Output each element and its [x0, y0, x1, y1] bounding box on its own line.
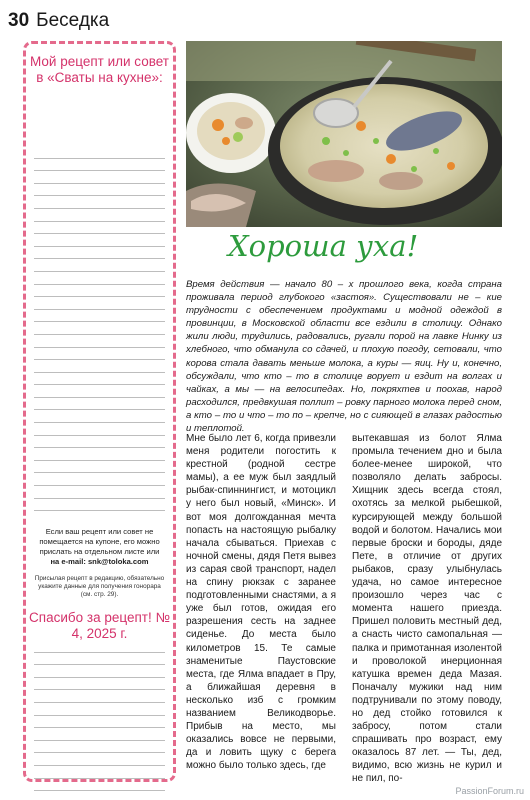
writing-line — [34, 285, 165, 298]
writing-line — [34, 473, 165, 486]
page-header — [8, 10, 109, 36]
writing-line — [34, 398, 165, 411]
writing-line — [34, 360, 165, 373]
writing-line — [34, 461, 165, 474]
writing-line — [34, 184, 165, 197]
writing-line — [34, 196, 165, 209]
writing-line — [34, 753, 165, 766]
coupon-fee-note: Присылая рецепт в редакцию, обязательно укажите данные для получения гонорара (см. стр. 29). — [34, 575, 165, 598]
writing-line — [34, 640, 165, 653]
article-column-left: Мне было лет 6, когда привезли меня родители погостить к крестной (родной сестре мамы), а ее муж был заядлый рыбак-спиннингист, и мотоцикл у него был новый, «Минск». И вот моя долгожданная мечта попасть на настоящую рыбалку начала сбываться. Приехав с ночной смены, дядя Петя вывез из сарая свой транспорт, надел на спину рюкзак с заранее подготовленными снастями, а я уже был готов, ожидая его разрешения сесть на заднее сиденье. До места было километров 15. Те самые знаменитые Паустовские места, где Ялма впадает в Пру, а ближайшая деревня в несколько изб с громким названием Великодворье. Прибыв на место, мы оказались вовсе не первыми, да и ловить щуку с берега можно было только здесь, где — [186, 433, 336, 772]
writing-line — [34, 448, 165, 461]
writing-line — [34, 272, 165, 285]
writing-line — [34, 385, 165, 398]
page-number: 30 — [8, 10, 30, 31]
writing-line — [34, 209, 165, 222]
writing-line — [34, 310, 165, 323]
writing-line — [34, 297, 165, 310]
writing-line — [34, 728, 165, 741]
writing-line — [34, 486, 165, 499]
article-column-right: вытекавшая из болот Ялма промыла течением дно и была более-менее широкой, что позволяло делать забросы. Хищник здесь всегда стоял, охотясь за мелкой рыбешкой, курсирующей между большой водой и болотом. Начались мои первые броски и бороды, дяде Пете, в отличие от других рыбаков, сразу улыбнулась удача, но самое интересное произошло через час с момента нашего приезда. Пришел половить местный дед, а снасть чисто самопальная — палка и примотанная изолентой и проволокой инерционная катушка времен деда Мазая. Поначалу мужики над ним подтрунивали по этому поводу, но дед стойко готовился к забросу, потом стали спрашивать про возраст, ему оказалось 87 лет. — Ты, дед, видимо, всю жизнь не курил и не пил, по- — [352, 433, 502, 785]
article-intro: Время действия — начало 80 – х прошлого века, когда страна проживала период глубокого «застоя». Существовали не – кие трудности с обеспечением продуктами и модной одеждой в провинции, в Московской области все ездили в столицу. Однако жили люди, трудились, радовались, ругали порой на лавке Нинку из хлебного, что обманула со сдачей, и плохую погоду, сетовали, что корова стала давать меньше молока, а куры — яиц. Ну и, конечно, обсуждали, что кто – то в столице ворует и ездит на волгах и чайках, а мы — на велосипедах. Но, покряхтев и поохав, народ расходился, предвкушая поллит – ровку парного молока перед сном, а кто – то и что – то по – крепче, но с сияющей в глазах радостью и теплотой. — [186, 279, 502, 435]
writing-line — [34, 222, 165, 235]
fish-soup-photo — [186, 41, 502, 227]
writing-line — [34, 234, 165, 247]
writing-line — [34, 741, 165, 754]
writing-line — [34, 423, 165, 436]
writing-line — [34, 791, 165, 800]
writing-line — [34, 322, 165, 335]
writing-line — [34, 171, 165, 184]
coupon-thanks: Спасибо за рецепт! № 4, 2025 г. — [29, 610, 170, 641]
writing-line — [34, 499, 165, 512]
writing-line — [34, 348, 165, 361]
coupon-note — [32, 527, 167, 567]
section-title: Беседка — [36, 10, 110, 31]
fish-soup-illustration — [186, 41, 502, 227]
coupon-writing-lines-bottom — [34, 640, 165, 800]
writing-line — [34, 373, 165, 386]
recipe-coupon — [23, 41, 176, 782]
coupon-note-text: Если ваш рецепт или совет не помещается на купоне, его можно прислать на отдельном листе или — [39, 527, 160, 556]
writing-line — [34, 436, 165, 449]
coupon-email: на e-mail: snk@toloka.com — [50, 557, 149, 566]
writing-line — [34, 779, 165, 792]
watermark: PassionForum.ru — [455, 786, 524, 796]
writing-line — [34, 335, 165, 348]
writing-line — [34, 653, 165, 666]
writing-line — [34, 159, 165, 172]
writing-line — [34, 410, 165, 423]
coupon-writing-lines — [34, 146, 165, 511]
writing-line — [34, 690, 165, 703]
writing-line — [34, 247, 165, 260]
writing-line — [34, 665, 165, 678]
writing-line — [34, 766, 165, 779]
writing-line — [34, 716, 165, 729]
writing-line — [34, 146, 165, 159]
article-title: Хороша уха! — [228, 229, 419, 263]
writing-line — [34, 259, 165, 272]
coupon-title: Мой рецепт или совет в «Сваты на кухне»: — [30, 54, 169, 85]
writing-line — [34, 678, 165, 691]
writing-line — [34, 703, 165, 716]
